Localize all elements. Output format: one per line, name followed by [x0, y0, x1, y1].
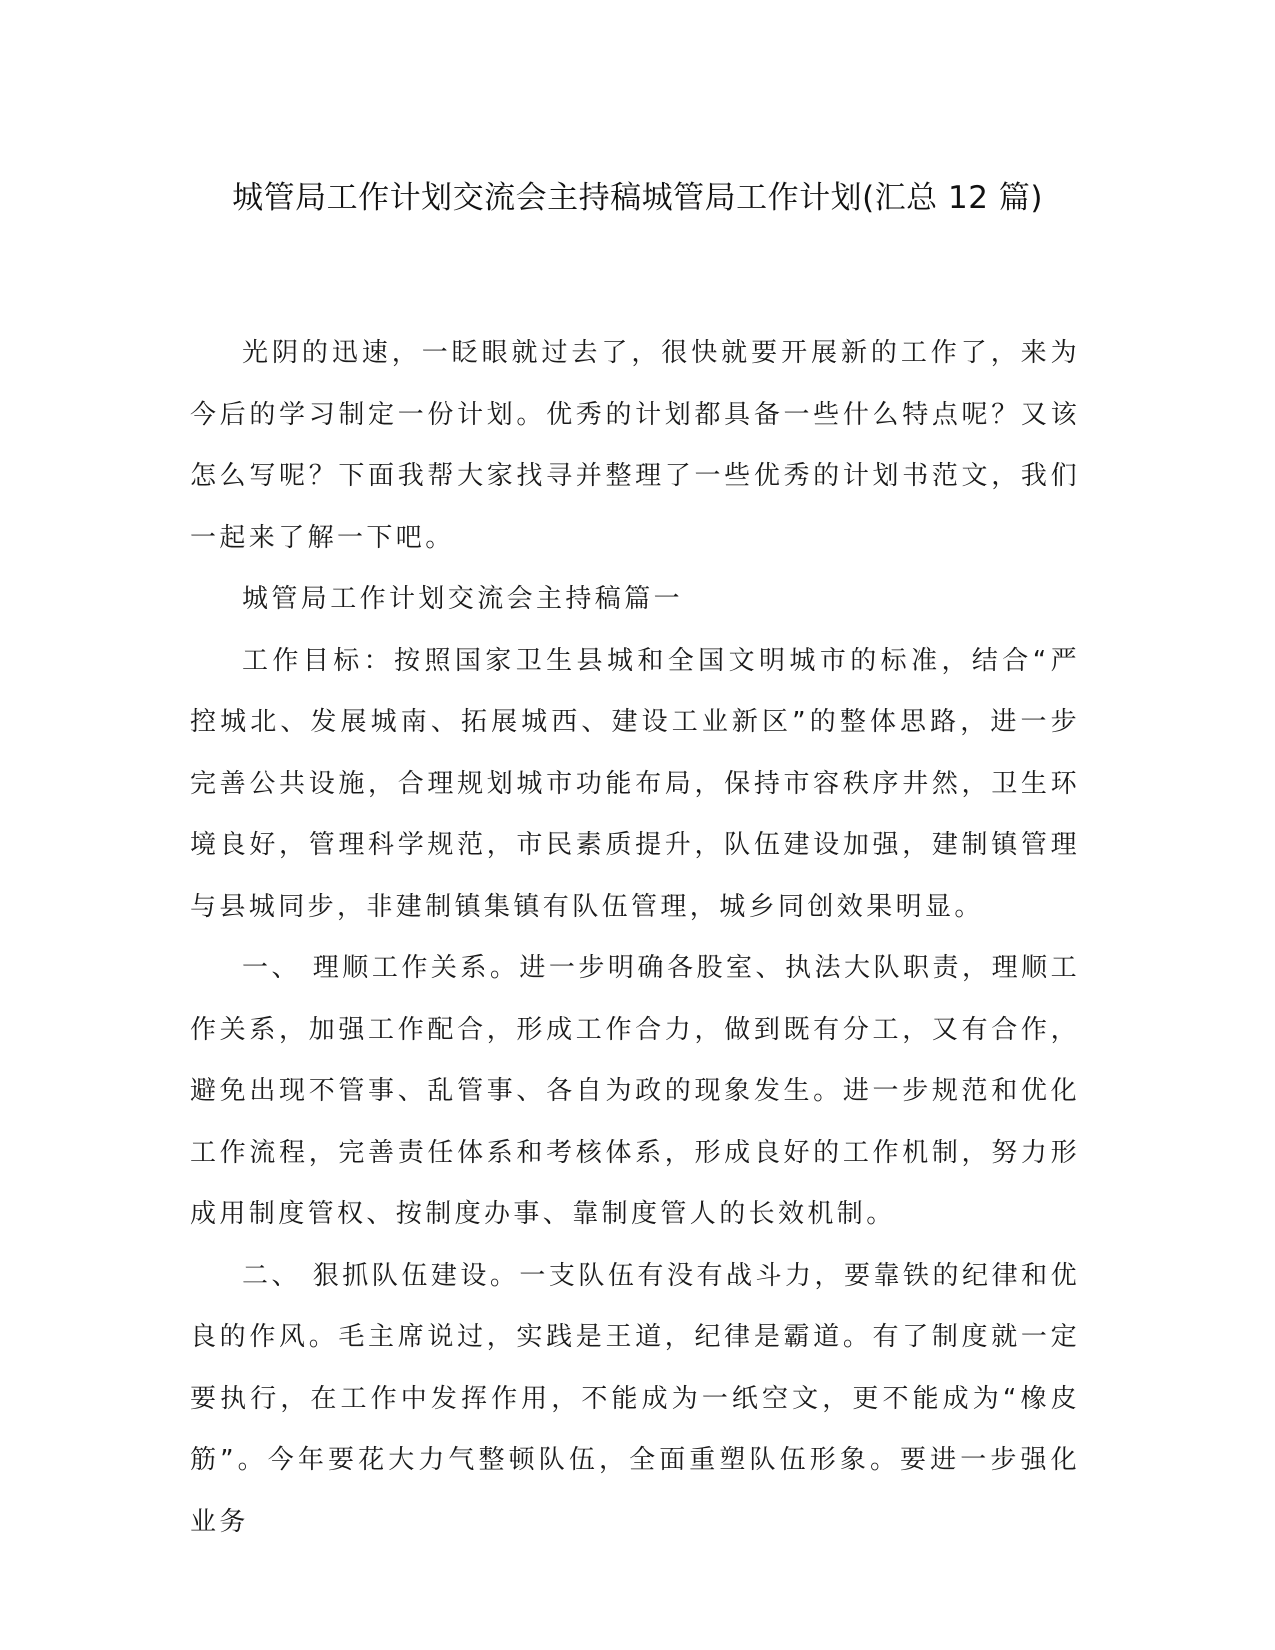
section-heading: 城管局工作计划交流会主持稿篇一: [242, 584, 684, 614]
paragraph-item-two: 二、 狠抓队伍建设。一支队伍有没有战斗力，要靠铁的纪律和优良的作风。毛主席说过，实践是王道，纪律是霸道。有了制度就一定要执行，在工作中发挥作用，不能成为一纸空文，更不能成为“橡皮筋”。今年要花大力气整顿队伍，全面重塑队伍形象。要进一步强化业务: [190, 1260, 1080, 1537]
paragraph-item-one: 一、 理顺工作关系。进一步明确各股室、执法大队职责，理顺工作关系，加强工作配合，形成工作合力，做到既有分工，又有合作，避免出现不管事、乱管事、各自为政的现象发生。进一步规范和优化工作流程，完善责任体系和考核体系，形成良好的工作机制，努力形成用制度管权、按制度办事、靠制度管人的长效机制。: [190, 953, 1080, 1229]
document-title: 城管局工作计划交流会主持稿城管局工作计划(汇总 12 篇): [232, 180, 1043, 216]
document-body: [190, 323, 1080, 1553]
paragraph-intro: 光阴的迅速，一眨眼就过去了，很快就要开展新的工作了，来为今后的学习制定一份计划。优秀的计划都具备一些什么特点呢？又该怎么写呢？下面我帮大家找寻并整理了一些优秀的计划书范文，我们一起来了解一下吧。: [190, 338, 1080, 553]
paragraph-work-goal: 工作目标：按照国家卫生县城和全国文明城市的标准，结合“严控城北、发展城南、拓展城西、建设工业新区”的整体思路，进一步完善公共设施，合理规划城市功能布局，保持市容秩序井然，卫生环境良好，管理科学规范，市民素质提升，队伍建设加强，建制镇管理与县城同步，非建制镇集镇有队伍管理，城乡同创效果明显。: [190, 645, 1080, 922]
